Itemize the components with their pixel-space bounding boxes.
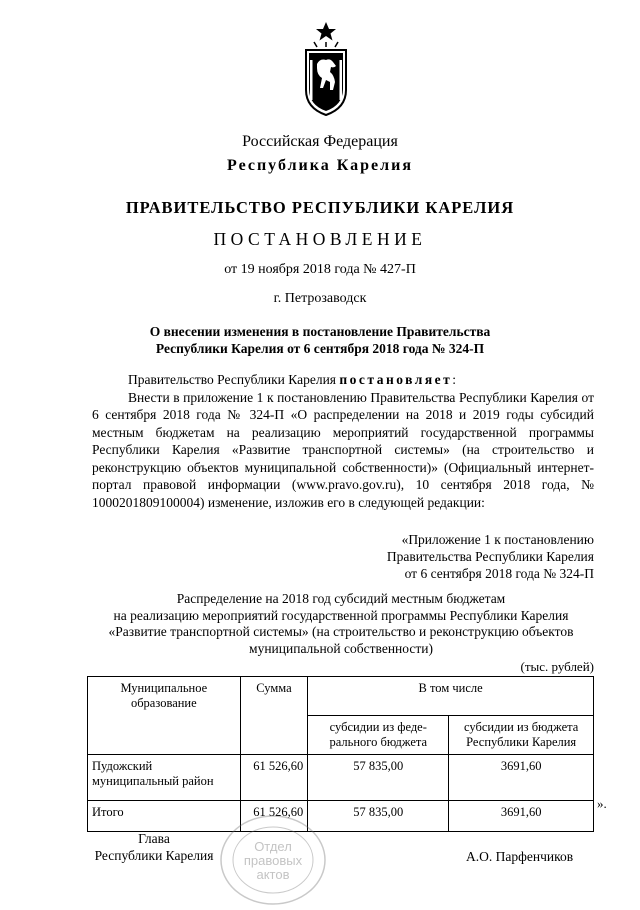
intro-line	[92, 371, 594, 389]
distribution-line-1: Распределение на 2018 год субсидий местным бюджетам	[176, 591, 506, 606]
total-federal: 57 835,00	[308, 801, 449, 832]
subject-line-1: О внесении изменения в постановление Правительства	[149, 324, 491, 339]
document-body	[92, 371, 594, 511]
header-regional: субсидии из бюджета Республики Карелия	[449, 716, 594, 755]
intro-spaced-verb: постановляет	[339, 372, 453, 387]
distribution-line-2: на реализацию мероприятий государственной программы Республики Карелия	[113, 607, 569, 623]
stamp-line-1: Отдел	[254, 839, 292, 854]
appendix-line-3: от 6 сентября 2018 года № 324-П	[404, 566, 594, 581]
closing-quote: ».	[597, 796, 607, 811]
document-subject	[0, 323, 640, 357]
total-sum: 61 526,60	[240, 801, 308, 832]
republic-name: Республика Карелия	[227, 157, 413, 174]
appendix-line-2: Правительства Республики Карелия	[386, 549, 594, 564]
appendix-line-1: «Приложение 1 к постановлению	[401, 532, 594, 547]
distribution-line-4: муниципальной собственности)	[249, 640, 433, 656]
signatory-title-line-1: Глава	[138, 831, 170, 846]
header-federal: субсидии из феде- рального бюджета	[308, 716, 449, 755]
table-row-total	[88, 801, 594, 832]
date-number: от 19 ноября 2018 года № 427-П	[224, 262, 416, 277]
stamp-line-3: актов	[256, 867, 290, 882]
header-including: В том числе	[308, 677, 594, 716]
header-municipality: Муниципальное образование	[88, 677, 241, 755]
signatory-title-line-2: Республики Карелия	[94, 848, 214, 863]
government-title: ПРАВИТЕЛЬСТВО РЕСПУБЛИКИ КАРЕЛИЯ	[125, 198, 515, 217]
row-regional: 3691,60	[449, 755, 594, 801]
subject-line-2: Республики Карелия от 6 сентября 2018 года № 324-П	[155, 341, 485, 356]
intro-suffix: :	[452, 372, 457, 387]
total-name: Итого	[88, 801, 241, 832]
city-name: г. Петрозаводск	[273, 291, 367, 306]
row-federal: 57 835,00	[308, 755, 449, 801]
country-name: Российская Федерация	[242, 133, 398, 150]
stamp-line-2: правовых	[243, 853, 303, 868]
header-sum: Сумма	[240, 677, 308, 755]
unit-label: (тыс. рублей)	[520, 659, 594, 674]
department-stamp	[218, 810, 328, 905]
body-paragraph: Внести в приложение 1 к постановлению Правительства Республики Карелия от 6 сентября 2018 года № 324-П «О распределении на 2018 и 2019 годы субсидий местным бюджетам на реализацию мероприятий государственной программы Республики Карелия «Развитие транспортной системы» (на строительство и реконструкцию объектов муниципальной собственности)» (Официальный интернет-портал правовой информации (www.pravo.gov.ru), 10 сентября 2018 года, № 1000201809100004) изменение, изложив его в следующей редакции:	[92, 389, 594, 510]
row-name: Пудожский муниципальный район	[88, 755, 241, 801]
table-row	[88, 755, 594, 801]
distribution-line-3: «Развитие транспортной системы» (на строительство и реконструкцию объектов	[108, 624, 574, 639]
intro-prefix: Правительство Республики Карелия	[128, 372, 340, 387]
signatory-name: А.О. Парфенчиков	[466, 849, 574, 864]
document-type: ПОСТАНОВЛЕНИЕ	[213, 229, 427, 249]
appendix-reference	[294, 531, 594, 582]
table-header-row	[88, 677, 594, 716]
total-regional: 3691,60	[449, 801, 594, 832]
signatory-title	[92, 830, 216, 864]
coat-of-arms-emblem	[300, 20, 352, 118]
distribution-title	[80, 591, 602, 657]
row-sum: 61 526,60	[240, 755, 308, 801]
subsidy-table	[87, 676, 594, 832]
